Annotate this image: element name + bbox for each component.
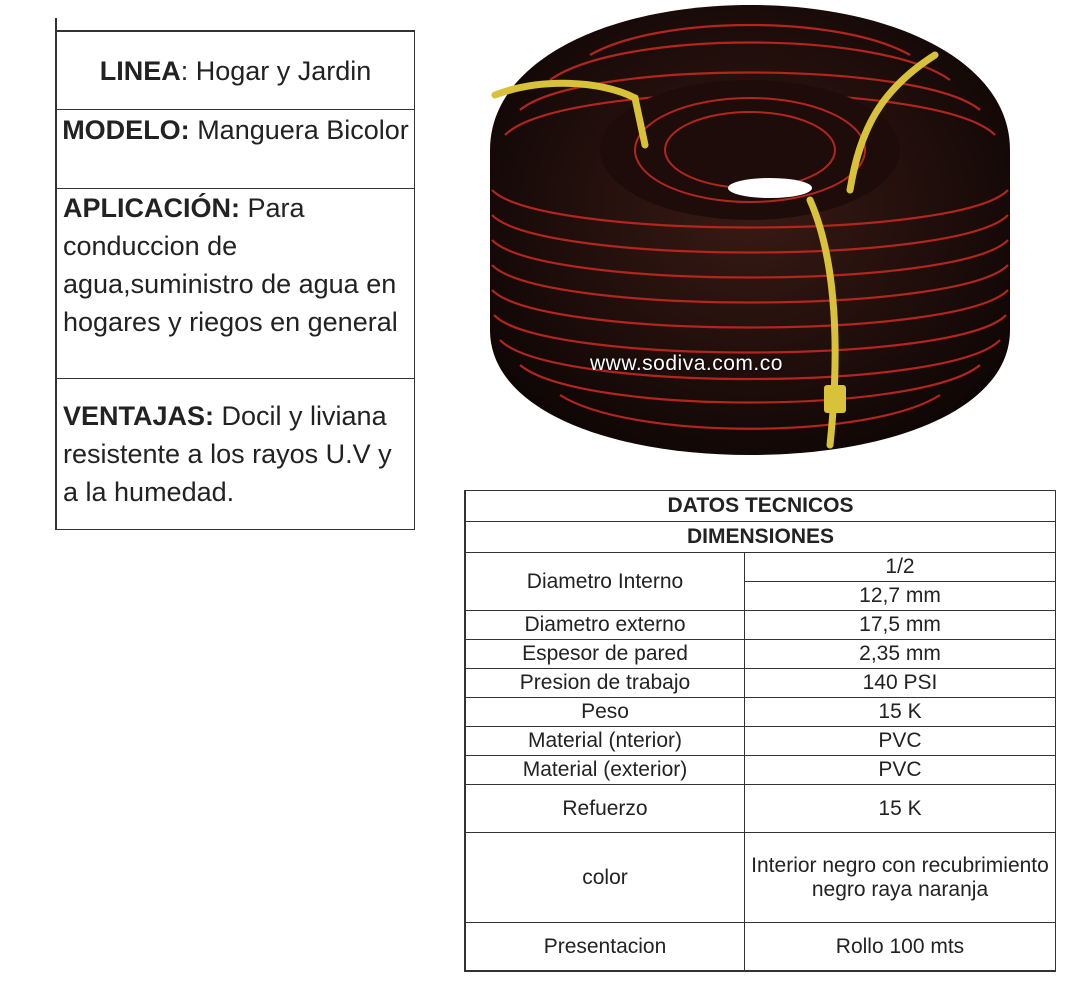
refuerzo-value: 15 K — [745, 785, 1056, 833]
row-label: Peso — [465, 698, 745, 727]
table-row — [465, 640, 1056, 669]
row-value: 2,35 mm — [745, 640, 1056, 669]
modelo-value: Manguera Bicolor — [189, 115, 409, 145]
row-value: 140 PSI — [745, 669, 1056, 698]
aplicacion-label: APLICACIÓN: — [63, 193, 240, 223]
modelo-row — [57, 110, 414, 189]
diametro-interno-label: Diametro Interno — [465, 553, 745, 611]
modelo-label: MODELO: — [62, 115, 190, 145]
row-label: Espesor de pared — [465, 640, 745, 669]
hose-coil-image — [480, 0, 1020, 470]
table-row — [465, 727, 1056, 756]
row-value: 17,5 mm — [745, 611, 1056, 640]
row-label: Presion de trabajo — [465, 669, 745, 698]
row-label: Material (exterior) — [465, 756, 745, 785]
refuerzo-label: Refuerzo — [465, 785, 745, 833]
product-info-box — [55, 30, 415, 530]
table-title: DATOS TECNICOS — [465, 491, 1056, 522]
row-label: Material (nterior) — [465, 727, 745, 756]
presentacion-label: Presentacion — [465, 923, 745, 972]
watermark-url: www.sodiva.com.co — [590, 352, 783, 375]
linea-label: LINEA — [99, 56, 181, 86]
linea-value: : Hogar y Jardin — [180, 56, 372, 86]
row-value: PVC — [745, 727, 1056, 756]
table-row — [465, 611, 1056, 640]
table-subtitle: DIMENSIONES — [465, 522, 1056, 553]
diametro-interno-inch: 1/2 — [745, 553, 1056, 582]
row-value: 15 K — [745, 698, 1056, 727]
diametro-interno-mm: 12,7 mm — [745, 582, 1056, 611]
table-row — [465, 669, 1056, 698]
aplicacion-value: Para conduccion de agua,suministro de agua en hogares y riegos en general — [63, 193, 398, 337]
presentacion-value: Rollo 100 mts — [745, 923, 1056, 972]
table-row — [465, 756, 1056, 785]
technical-data-table — [464, 490, 1056, 972]
ventajas-label: VENTAJAS: — [63, 401, 215, 431]
color-value: Interior negro con recubrimiento negro raya naranja — [745, 833, 1056, 923]
color-label: color — [465, 833, 745, 923]
ventajas-row — [57, 379, 414, 530]
aplicacion-row — [57, 189, 414, 379]
table-row — [465, 698, 1056, 727]
linea-row — [57, 32, 414, 110]
row-label: Diametro externo — [465, 611, 745, 640]
tie-lock — [824, 385, 846, 413]
row-value: PVC — [745, 756, 1056, 785]
ventajas-value: Docil y liviana resistente a los rayos U.V y a la humedad. — [63, 401, 392, 507]
coil-hole — [728, 178, 812, 198]
coil-inner-ring — [600, 80, 900, 220]
